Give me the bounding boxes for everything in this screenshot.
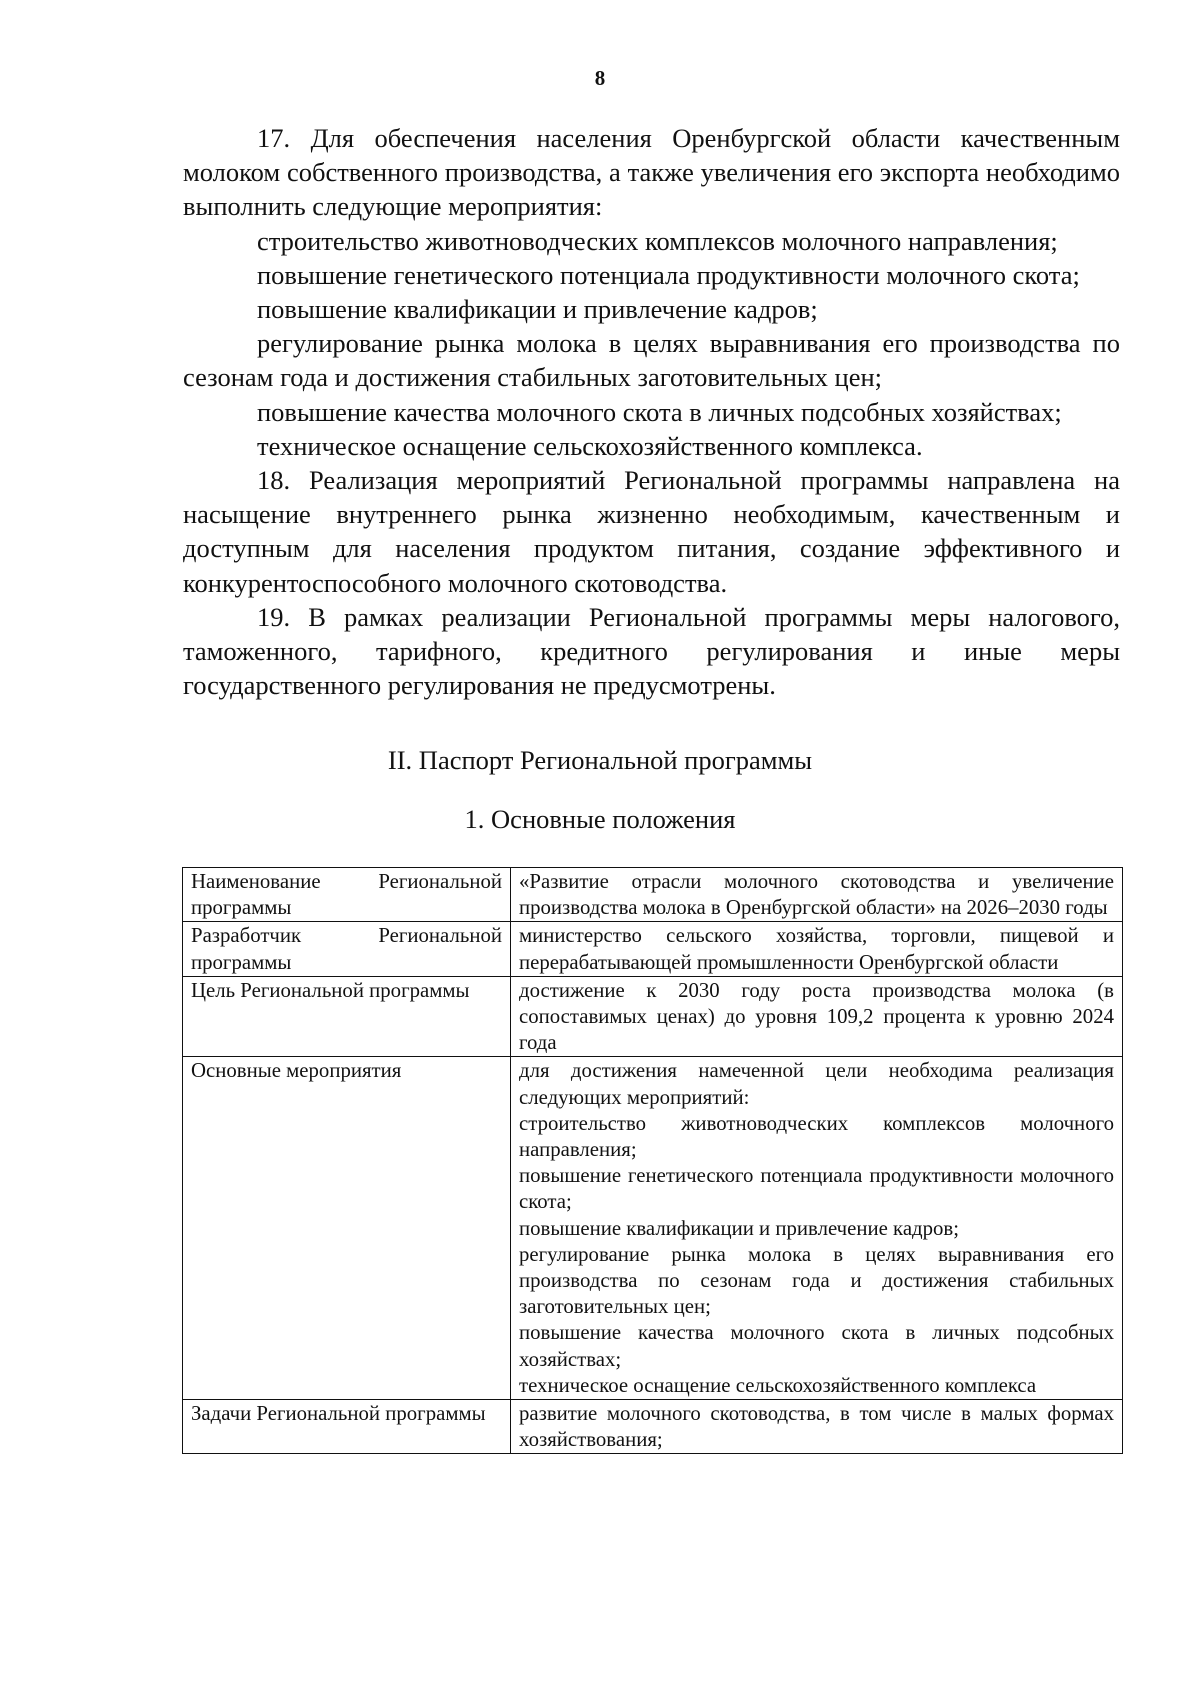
row-value-text: министерство сельского хозяйства, торговли, пищевой и перерабатывающей промышленности Оренбургской области	[519, 924, 1114, 974]
measure-item: регулирование рынка молока в целях выравнивания его производства по сезонам года и достижения стабильных заготовительных цен;	[183, 328, 1120, 393]
row-value-text: повышение качества молочного скота в личных подсобных хозяйствах;	[519, 1321, 1114, 1371]
subsection-title: 1. Основные положения	[464, 804, 736, 834]
row-label: Цель Региональной программы	[183, 976, 511, 1057]
page-number: 8	[594, 66, 606, 90]
row-value-text: развитие молочного скотоводства, в том числе в малых формах хозяйствования;	[519, 1402, 1114, 1452]
row-value	[511, 922, 1123, 976]
row-value-text: техническое оснащение сельскохозяйственного комплекса	[519, 1373, 1037, 1397]
row-value	[511, 1057, 1123, 1400]
table-row	[183, 976, 1123, 1057]
table-row	[183, 1400, 1123, 1454]
paragraph-17: 17. Для обеспечения населения Оренбургской области качественным молоком собственного производства, а также увеличения его экспорта необходимо выполнить следующие мероприятия:	[183, 123, 1120, 222]
measure-item: повышение квалификации и привлечение кадров;	[257, 294, 818, 325]
passport-table	[182, 867, 1123, 1454]
row-value-text: строительство животноводческих комплексов молочного направления;	[519, 1111, 1114, 1162]
body-text	[183, 121, 1120, 702]
measure-item: повышение генетического потенциала продуктивности молочного скота;	[257, 259, 1080, 290]
table-row	[183, 922, 1123, 976]
paragraph-19: 19. В рамках реализации Региональной программы меры налогового, таможенного, тарифного, кредитного регулирования и иные меры государственного регулирования не предусмотрены.	[183, 601, 1120, 701]
row-value-text: регулирование рынка молока в целях выравнивания его производства по сезонам года и достижения стабильных заготовительных цен;	[519, 1242, 1114, 1319]
row-label: Разработчик Региональной программы	[183, 922, 511, 976]
row-value	[511, 976, 1123, 1057]
row-value-text: повышение генетического потенциала продуктивности молочного скота;	[519, 1164, 1114, 1214]
section-title: II. Паспорт Региональной программы	[387, 745, 813, 775]
measure-item: техническое оснащение сельскохозяйственного комплекса.	[257, 430, 923, 461]
row-label: Основные мероприятия	[183, 1057, 511, 1400]
row-value-text: повышение квалификации и привлечение кадров;	[519, 1216, 960, 1240]
row-value-text: достижение к 2030 году роста производства молока (в сопоставимых ценах) до уровня 109,2 процента к уровню 2024 года	[519, 978, 1114, 1055]
table-row	[183, 868, 1123, 922]
row-value-text: для достижения намеченной цели необходима реализация следующих мероприятий:	[519, 1059, 1114, 1109]
row-label: Задачи Региональной программы	[183, 1400, 511, 1454]
row-value	[511, 868, 1123, 922]
row-value	[511, 1400, 1123, 1454]
table-row	[183, 1057, 1123, 1400]
row-value-text: «Развитие отрасли молочного скотоводства и увеличение производства молока в Оренбургской области» на 2026–2030 годы	[519, 870, 1114, 920]
row-label: Наименование Региональной программы	[183, 868, 511, 922]
paragraph-18: 18. Реализация мероприятий Региональной программы направлена на насыщение внутреннего рынка жизненно необходимым, качественным и доступным для населения продуктом питания, создание эффективного и конкурентоспособного молочного скотоводства.	[183, 465, 1120, 598]
measure-item: строительство животноводческих комплексов молочного направления;	[257, 225, 1058, 256]
measure-item: повышение качества молочного скота в личных подсобных хозяйствах;	[257, 396, 1062, 427]
